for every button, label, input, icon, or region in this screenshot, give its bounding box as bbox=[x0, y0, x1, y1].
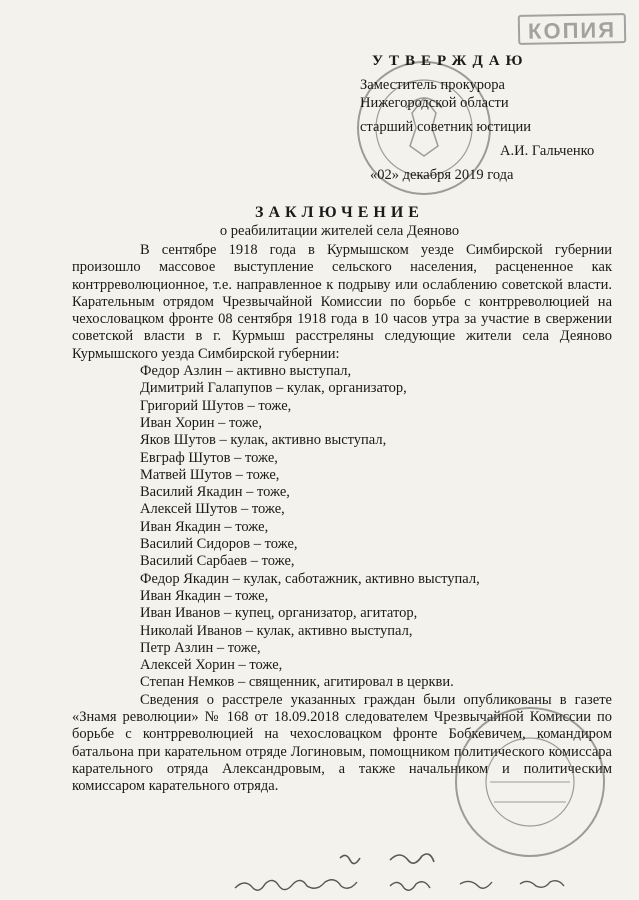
copy-stamp: КОПИЯ bbox=[518, 13, 627, 45]
person-entry: Николай Иванов – кулак, активно выступал, bbox=[140, 622, 413, 639]
person-entry: Григорий Шутов – тоже, bbox=[140, 397, 292, 414]
person-entry: Василий Сарбаев – тоже, bbox=[140, 553, 295, 570]
approval-block bbox=[360, 52, 630, 184]
official-seal-bottom bbox=[450, 702, 610, 862]
executed-persons-list bbox=[72, 363, 612, 692]
approval-date: «02» декабря 2019 года bbox=[370, 167, 514, 183]
person-entry: Иван Хорин – тоже, bbox=[140, 414, 262, 431]
document-title: ЗАКЛЮЧЕНИЕ bbox=[255, 204, 424, 221]
person-entry: Иван Иванов – купец, организатор, агитатор, bbox=[140, 605, 418, 622]
closing-paragraph: Сведения о расстреле указанных граждан были опубликованы в газете «Знамя революции» № 168 от 18.09.2018 следователем Чрезвычайной Комиссии по борьбе с контрреволюцией на чехословацком фронте Бобкевичем, командиром батальона при карательном отряде Логиновым, помощником политического комиссара карательного отряда Александровым, а также начальником и политическим комиссаром карательного отряда. bbox=[72, 691, 612, 795]
document-heading bbox=[0, 204, 639, 240]
handwritten-signature bbox=[230, 850, 630, 900]
person-entry: Иван Якадин – тоже, bbox=[140, 518, 269, 535]
person-entry: Степан Немков – священник, агитировал в церкви. bbox=[140, 674, 454, 691]
person-entry: Василий Сидоров – тоже, bbox=[140, 536, 298, 553]
person-entry: Алексей Шутов – тоже, bbox=[140, 501, 285, 518]
person-entry: Иван Якадин – тоже, bbox=[140, 587, 269, 604]
person-entry: Федор Якадин – кулак, саботажник, активно выступал, bbox=[140, 570, 480, 587]
person-entry: Димитрий Галапупов – кулак, организатор, bbox=[140, 380, 407, 397]
person-entry: Матвей Шутов – тоже, bbox=[140, 466, 280, 483]
approval-region: Нижегородской области bbox=[360, 95, 509, 111]
approval-rank: старший советник юстиции bbox=[360, 119, 531, 135]
intro-paragraph: В сентябре 1918 года в Курмышском уезде Симбирской губернии произошло массовое выступление сельского населения, расцененное как контрреволюционное, т.е. направленное к подрыву или ослаблению советской власти. Карательным отрядом Чрезвычайной Комиссии по борьбе с контрреволюцией на чехословацком фронте 08 сентября 1918 года в 10 часов утра за участие в свержении советской власти в г. Курмыш расстреляны следующие жители села Деяново Курмышского уезда Симбирской губернии: bbox=[72, 242, 612, 362]
person-entry: Яков Шутов – кулак, активно выступал, bbox=[140, 432, 387, 449]
approval-position: Заместитель прокурора bbox=[360, 77, 505, 93]
approval-title: УТВЕРЖДАЮ bbox=[372, 53, 529, 69]
person-entry: Алексей Хорин – тоже, bbox=[140, 657, 283, 674]
person-entry: Федор Азлин – активно выступал, bbox=[140, 363, 352, 380]
document-subtitle: о реабилитации жителей села Деяново bbox=[219, 223, 460, 239]
approval-name: А.И. Гальченко bbox=[500, 143, 595, 159]
person-entry: Евграф Шутов – тоже, bbox=[140, 449, 278, 466]
person-entry: Василий Якадин – тоже, bbox=[140, 484, 290, 501]
person-entry: Петр Азлин – тоже, bbox=[140, 639, 261, 656]
